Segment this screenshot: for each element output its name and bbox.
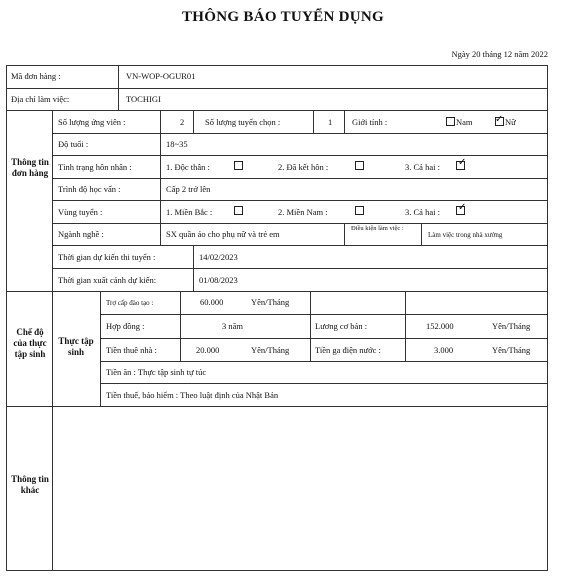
training-allowance-label: Trợ cấp đào tạo : <box>106 299 154 307</box>
row-line <box>52 223 548 224</box>
rent-unit: Yên/Tháng <box>251 345 290 355</box>
region-north-label: 1. Miền Bắc : <box>166 207 213 217</box>
row-line <box>6 110 548 111</box>
contract-label: Hợp đồng : <box>106 321 145 331</box>
applicants-value: 2 <box>180 117 185 127</box>
utilities-unit: Yên/Tháng <box>492 345 531 355</box>
col-line <box>405 291 406 361</box>
row-line <box>52 133 548 134</box>
region-label: Vùng tuyển : <box>58 207 103 217</box>
other-info-content <box>53 407 547 570</box>
col-line <box>193 245 194 291</box>
utilities-value: 3.000 <box>434 345 454 355</box>
age-value: 18~35 <box>166 139 188 149</box>
education-label: Trình độ học vấn : <box>58 184 121 194</box>
section-benefits-label: Chế độ của thực tập sinh <box>13 327 47 359</box>
marital-married-checkbox[interactable] <box>355 161 364 170</box>
row-line <box>6 88 548 89</box>
marital-single-label: 1. Độc thân : <box>166 162 210 172</box>
col-line <box>313 110 314 133</box>
contract-value: 3 năm <box>222 321 244 331</box>
intern-sub-label: Thực tập sinh <box>58 336 94 357</box>
section-order-info-label: Thông tin đơn hàng <box>11 157 49 178</box>
gender-male-checkbox[interactable] <box>446 117 455 126</box>
departure-date-value: 01/08/2023 <box>199 275 238 285</box>
col-line <box>193 110 194 133</box>
col-line <box>100 291 101 406</box>
row-line <box>100 361 548 362</box>
base-salary-value: 152.000 <box>426 321 454 331</box>
applicants-label: Số lượng ứng viên : <box>58 117 126 127</box>
row-line <box>52 200 548 201</box>
col-line <box>118 65 119 111</box>
region-north-checkbox[interactable] <box>234 206 243 215</box>
order-code-label: Mã đơn hàng : <box>11 71 61 81</box>
row-line <box>100 383 548 384</box>
insurance-info: Tiền thuế, bảo hiểm : Theo luật định của Nhật Bản <box>106 390 279 400</box>
col-line <box>180 291 181 361</box>
work-location-value: TOCHIGI <box>126 94 161 104</box>
conditions-value: Làm việc trong nhà xưởng <box>428 231 503 239</box>
region-south-checkbox[interactable] <box>355 206 364 215</box>
exam-date-value: 14/02/2023 <box>199 252 238 262</box>
base-salary-unit: Yên/Tháng <box>492 321 531 331</box>
selected-value: 1 <box>328 117 333 127</box>
col-line <box>160 110 161 246</box>
row-line <box>52 155 548 156</box>
col-line <box>344 110 345 133</box>
education-value: Cấp 2 trở lên <box>166 184 211 194</box>
col-line <box>344 223 345 246</box>
selected-label: Số lượng tuyển chọn : <box>205 117 281 127</box>
conditions-label: Điều kiện làm việc : <box>351 225 404 232</box>
row-line <box>100 338 548 339</box>
marital-married-label: 2. Đã kết hôn : <box>278 162 329 172</box>
section-other-info-label: Thông tin khác <box>11 474 49 495</box>
row-line <box>6 291 548 292</box>
region-both-label: 3. Cả hai : <box>405 207 440 217</box>
check-mark-icon: ✓ <box>495 114 504 125</box>
gender-male-label: Nam <box>456 117 473 127</box>
departure-date-label: Thời gian xuất cảnh dự kiến: <box>58 275 157 285</box>
gender-label: Giới tính : <box>352 117 388 127</box>
training-allowance-value: 60.000 <box>200 297 224 307</box>
base-salary-label: Lương cơ bản : <box>315 321 368 331</box>
row-line <box>52 178 548 179</box>
meals-info: Tiền ăn : Thực tập sinh tự túc <box>106 367 207 377</box>
region-south-label: 2. Miền Nam : <box>278 207 328 217</box>
check-mark-icon: ✓ <box>458 202 467 213</box>
border-top <box>6 65 548 66</box>
border-bottom <box>6 570 548 571</box>
marital-label: Tình trạng hôn nhân : <box>58 162 132 172</box>
row-line <box>52 245 548 246</box>
exam-date-label: Thời gian dự kiến thi tuyển : <box>58 252 156 262</box>
row-line <box>100 314 548 315</box>
order-code-value: VN-WOP-OGUR01 <box>126 71 196 81</box>
border-right <box>547 65 548 571</box>
check-mark-icon: ✓ <box>458 157 467 168</box>
marital-single-checkbox[interactable] <box>234 161 243 170</box>
industry-label: Ngành nghề : <box>58 229 104 239</box>
col-line <box>310 291 311 361</box>
page-title: THÔNG BÁO TUYỂN DỤNG <box>182 9 384 25</box>
rent-value: 20.000 <box>196 345 220 355</box>
industry-value: SX quần áo cho phụ nữ và trẻ em <box>166 229 280 239</box>
utilities-label: Tiền ga điện nước : <box>315 345 381 355</box>
notice-date: Ngày 20 tháng 12 năm 2022 <box>451 49 548 59</box>
training-allowance-unit: Yên/Tháng <box>251 297 290 307</box>
row-line <box>52 268 548 269</box>
age-label: Độ tuổi : <box>58 139 89 149</box>
rent-label: Tiền thuê nhà : <box>106 345 157 355</box>
work-location-label: Địa chỉ làm việc: <box>11 94 70 104</box>
border-left <box>6 65 7 571</box>
col-line <box>421 223 422 246</box>
gender-female-label: Nữ <box>505 117 516 127</box>
marital-both-label: 3. Cả hai : <box>405 162 440 172</box>
